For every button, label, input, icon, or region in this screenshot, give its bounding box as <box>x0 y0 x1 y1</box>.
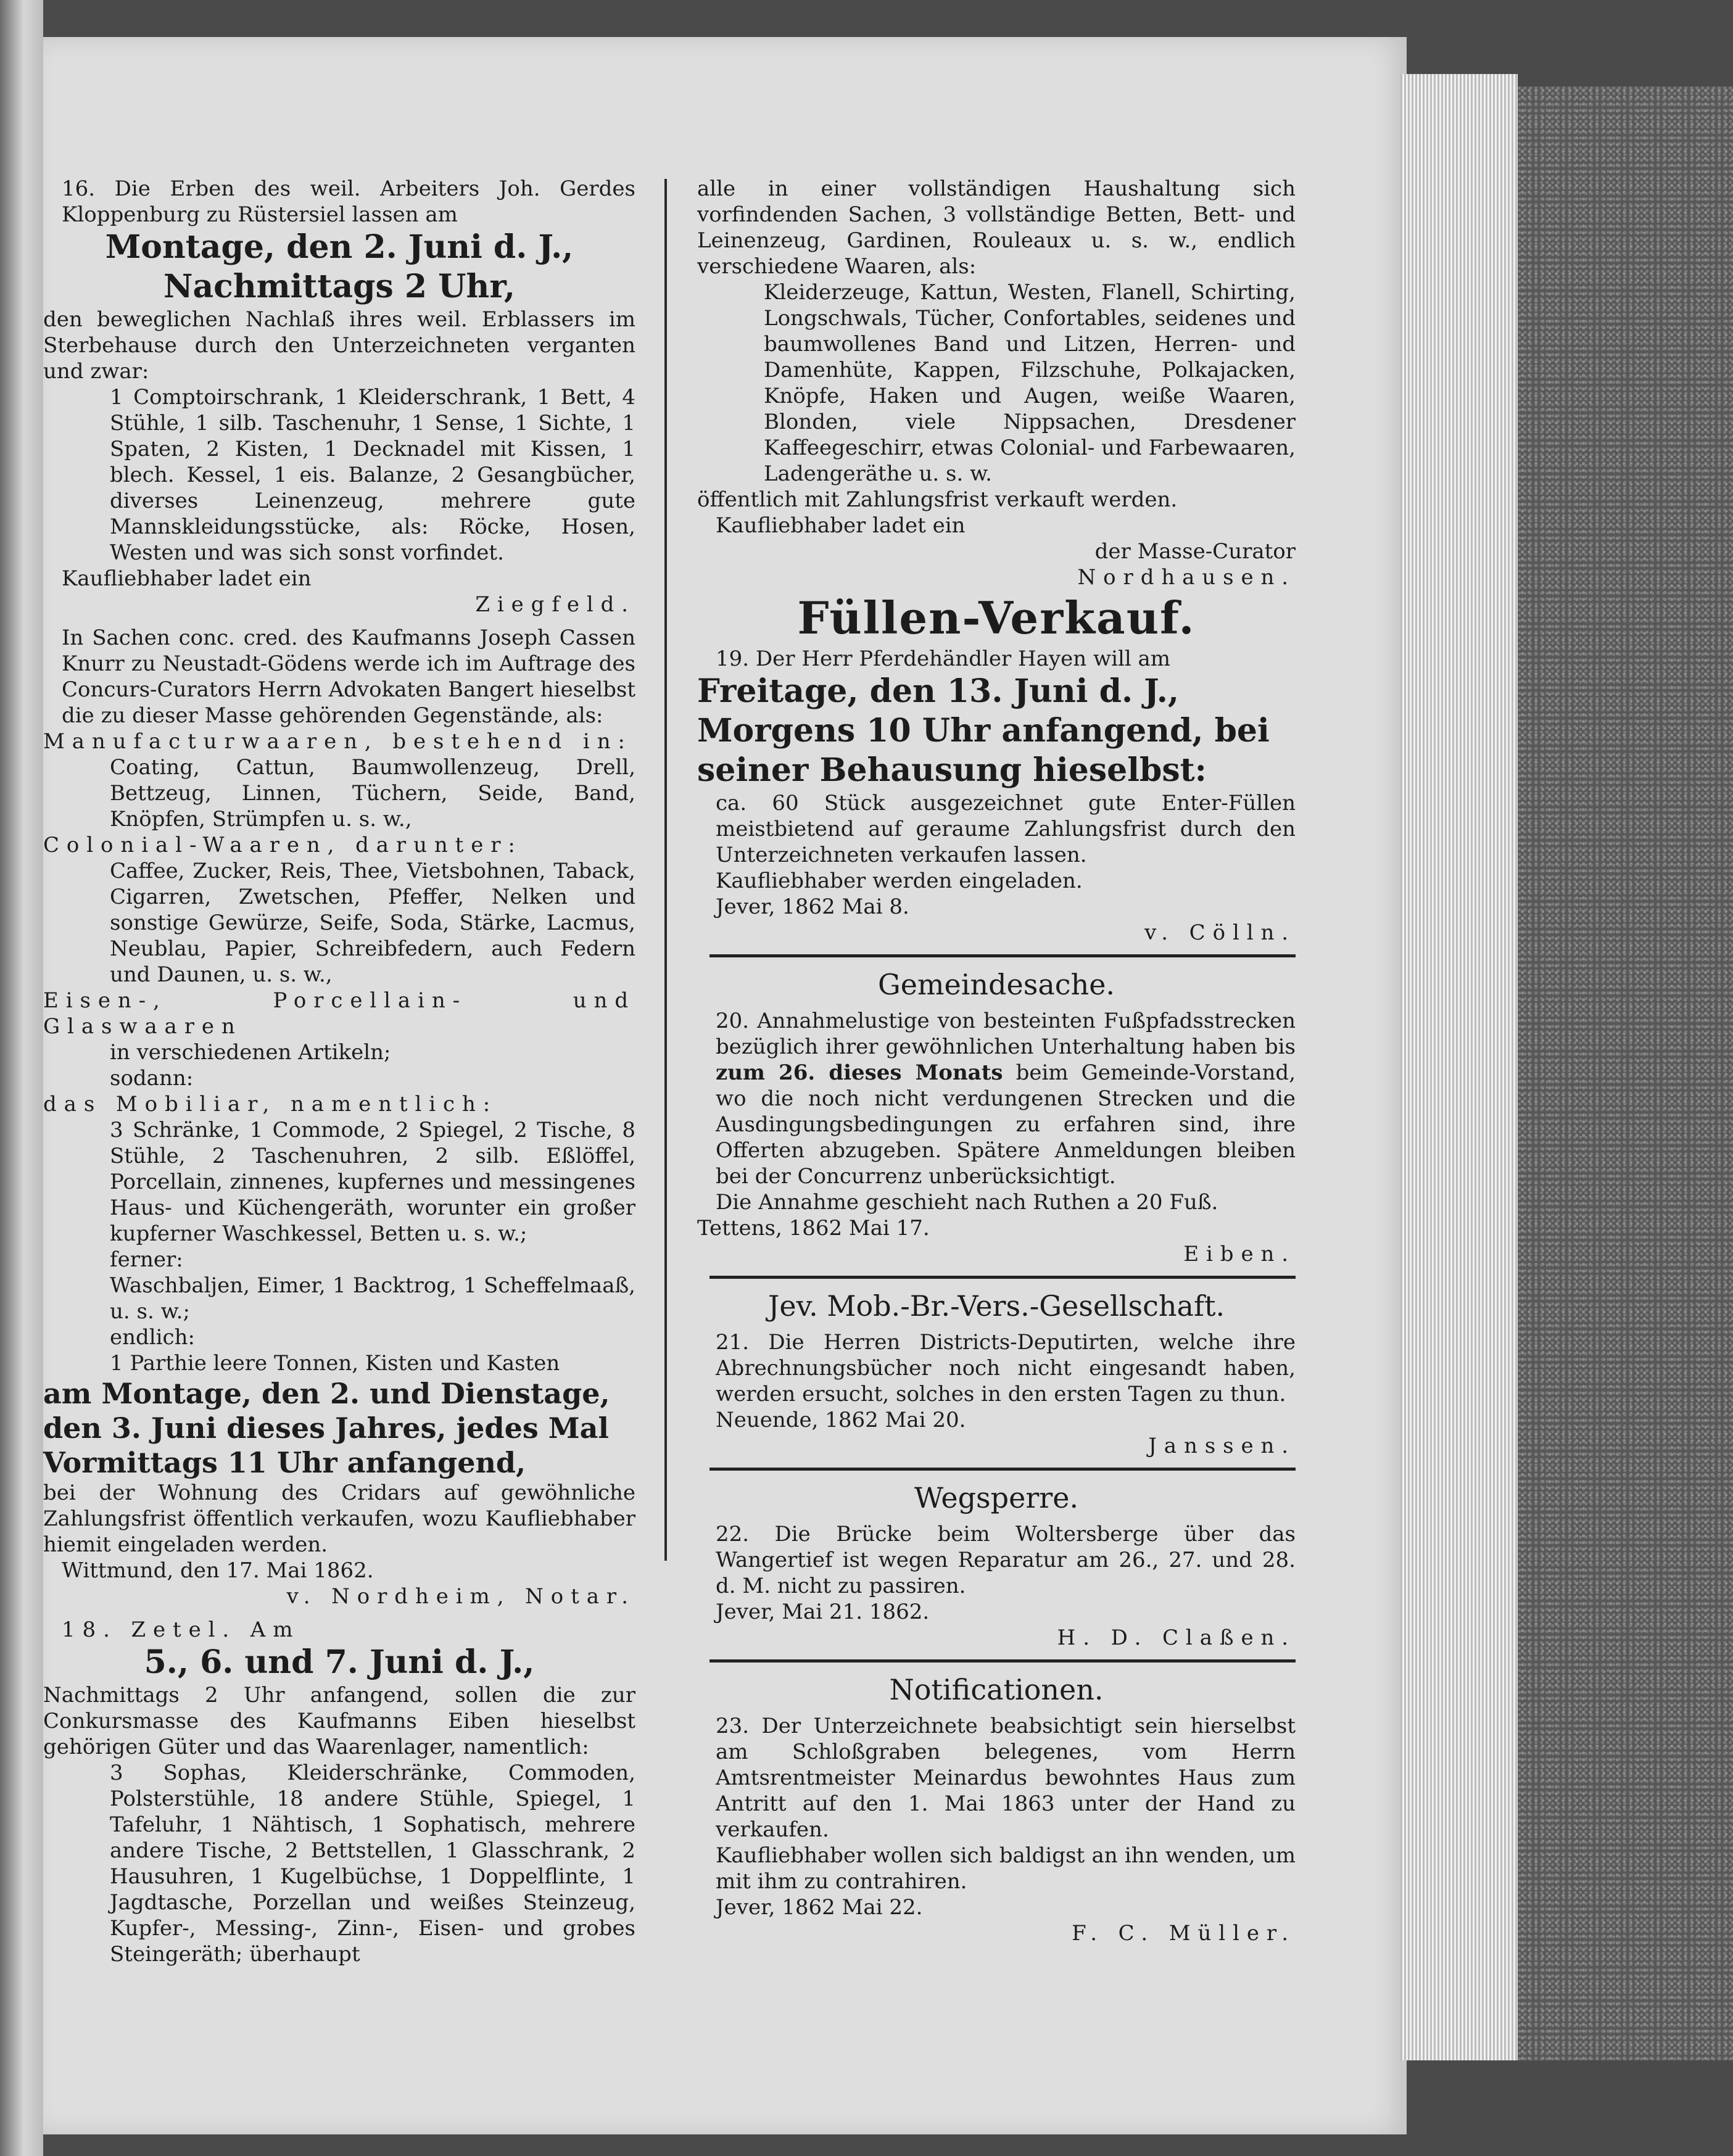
notice-18-date: 5., 6. und 7. Juni d. J., <box>144 1643 535 1681</box>
notice-16-date: Montage, den 2. Juni d. J., <box>105 228 574 266</box>
notice-20-signature: Eiben. <box>1183 1242 1296 1266</box>
notice-18-items: 3 Sophas, Kleiderschränke, Commoden, Polsterstühle, 18 andere Stühle, Spiegel, 1 Tafeluhr, 1 Nähtisch, 1 Sophatisch, mehrere andere Tische, 2 Bettstellen, 1 Glasschrank, 2 Hausuhren, 1 Kugelbüchse, 1 Doppelflinte, 1 Jagdtasche, Porzellan und weißes Steinzeug, Kupfer-, Messing-, Zinn-, Eisen- und grobes Steingeräth; überhaupt <box>110 1761 635 1967</box>
notice-23-signature: F. C. Müller. <box>1072 1921 1296 1946</box>
colonial-heading: Colonial-Waaren, darunter: <box>43 833 523 857</box>
notice-21-place: Neuende, 1862 Mai 20. <box>716 1408 966 1432</box>
heading-wegsperre: Wegsperre. <box>914 1481 1079 1514</box>
book-cover <box>1518 86 1733 2060</box>
notice-22-place: Jever, Mai 21. 1862. <box>716 1600 930 1624</box>
facing-page-edge <box>0 0 43 2156</box>
notice-18-invite: Kaufliebhaber ladet ein <box>716 513 966 538</box>
notice-16-signature: Ziegfeld. <box>475 592 635 617</box>
notice-19-text: ca. 60 Stück ausgezeichnet gute Enter-Füllen meistbietend auf geraume Zahlungsfrist durch den Unterzeichneten verkaufen lassen. <box>716 791 1296 867</box>
notice-19-invite: Kaufliebhaber werden eingeladen. <box>716 869 1083 893</box>
notice-18-signature: Nordhausen. <box>1077 565 1296 590</box>
notice-18-cont-text: alle in einer vollständigen Haushaltung sich vorfindenden Sachen, 3 vollständige Betten, Bett- und Leinenzeug, Gardinen, Rouleaux u. s. w., endlich verschiedene Waaren, als: <box>697 176 1296 279</box>
notice-16-invite: Kaufliebhaber ladet ein <box>62 566 312 591</box>
notice-22 <box>697 1479 1296 1651</box>
notice-17 <box>43 625 635 1609</box>
eisen-heading: Eisen-, Porcellain- und Glaswaaren <box>43 988 635 1039</box>
notice-16-text: den beweglichen Nachlaß ihres weil. Erblassers im Sterbehause durch den Unterzeichneten verganten und zwar: <box>43 307 635 384</box>
manufactur-items: Coating, Cattun, Baumwollenzeug, Drell, Bettzeug, Linnen, Tüchern, Seide, Band, Knöpfen, Strümpfen u. s. w., <box>110 755 635 832</box>
notice-18-text: Nachmittags 2 Uhr anfangend, sollen die zur Conkursmasse des Kaufmanns Eiben hieselbst gehörigen Güter und das Waarenlager, namentlich: <box>43 1683 635 1759</box>
section-rule <box>709 954 1296 957</box>
sodann-label: sodann: <box>110 1066 194 1091</box>
notice-16-intro: 16. Die Erben des weil. Arbeiters Joh. Gerdes Kloppenburg zu Rüstersiel lassen am <box>62 176 635 227</box>
notice-19 <box>697 590 1296 946</box>
notice-21-text: 21. Die Herren Districts-Deputirten, welche ihre Abrechnungsbücher noch nicht eingesandt haben, werden ersucht, solches in den ersten Tagen zu thun. <box>716 1330 1296 1406</box>
notice-20-text <box>697 1008 1296 1189</box>
notice-16-time: Nachmittags 2 Uhr, <box>163 268 516 305</box>
notice-18-continued <box>697 176 1296 590</box>
notice-18 <box>43 1617 635 1967</box>
notice-17-signature: v. Nordheim, Notar. <box>286 1584 635 1609</box>
notice-18-cont-text2: öffentlich mit Zahlungsfrist verkauft werden. <box>697 487 1178 512</box>
notice-17-date: am Montage, den 2. und Dienstage, den 3. Juni dieses Jahres, jedes Mal Vormittags 11 Uhr anfangend, <box>43 1377 610 1479</box>
manufactur-heading: Manufacturwaaren, bestehend in: <box>43 729 632 754</box>
notice-23-text2: Kaufliebhaber wollen sich baldigst an ihn wenden, um mit ihm zu contrahiren. <box>716 1843 1296 1894</box>
ferner-items: Waschbaljen, Eimer, 1 Backtrog, 1 Scheffelmaaß, u. s. w.; <box>110 1273 635 1324</box>
heading-gemeindesache: Gemeindesache. <box>877 968 1115 1001</box>
right-column <box>697 176 1296 2020</box>
notice-16 <box>43 176 635 617</box>
notice-19-date: Freitage, den 13. Juni d. J., <box>697 672 1179 710</box>
ferner-label: ferner: <box>110 1247 183 1272</box>
mobiliar-items: 3 Schränke, 1 Commode, 2 Spiegel, 2 Tische, 8 Stühle, 2 Taschenuhren, 2 silb. Eßlöffel, Porcellain, zinnenes, kupfernes und messingenes Haus- und Küchengeräth, worunter ein großer kupferner Waschkessel, Betten u. s. w.; <box>110 1118 635 1246</box>
endlich-items: 1 Parthie leere Tonnen, Kisten und Kasten <box>110 1351 560 1376</box>
notice-22-text: 22. Die Brücke beim Woltersberge über das Wangertief ist wegen Reparatur am 26., 27. und 28. d. M. nicht zu passiren. <box>716 1522 1296 1598</box>
notice-22-signature: H. D. Claßen. <box>1057 1625 1296 1650</box>
notice-20-place: Tettens, 1862 Mai 17. <box>697 1216 930 1241</box>
notice-19-signature: v. Cölln. <box>1144 920 1296 945</box>
heading-notificationen: Notificationen. <box>889 1673 1104 1706</box>
left-column <box>43 176 635 2026</box>
notice-17-intro: In Sachen conc. cred. des Kaufmanns Joseph Cassen Knurr zu Neustadt-Gödens werde ich im Auftrage des Concurs-Curators Herrn Advokaten Bangert hieselbst die zu dieser Masse gehörenden Gegenstände, als: <box>62 626 635 728</box>
colonial-items: Caffee, Zucker, Reis, Thee, Vietsbohnen, Taback, Cigarren, Zwetschen, Pfeffer, Nelken und sonstige Gewürze, Seife, Soda, Stärke, Lacmus, Neublau, Papier, Schreibfedern, auch Federn und Daunen, u. s. w., <box>110 859 635 987</box>
notice-19-time: Morgens 10 Uhr anfangend, bei seiner Behausung hieselbst: <box>697 712 1270 789</box>
notice-23 <box>697 1671 1296 1946</box>
section-rule <box>709 1276 1296 1279</box>
notice-23-place: Jever, 1862 Mai 22. <box>716 1895 923 1920</box>
column-divider <box>664 179 667 1561</box>
notice-23-text: 23. Der Unterzeichnete beabsichtigt sein hierselbst am Schloßgraben belegenes, vom Herrn Amtsrentmeister Meinardus bewohntes Haus zum Antritt auf den 1. Mai 1863 unter der Hand zu verkaufen. <box>716 1714 1296 1842</box>
notice-18-cont-items: Kleiderzeuge, Kattun, Westen, Flanell, Schirting, Longschwals, Tücher, Confortables, seidenes und baumwollenes Band und Litzen, Herren- und Damenhüte, Kappen, Filzschuhe, Polkajacken, Knöpfe, Haken und Augen, weiße Waaren, Blonden, viele Nippsachen, Dresdener Kaffeegeschirr, etwas Colonial- und Farbewaaren, Ladengeräthe u. s. w. <box>764 280 1296 486</box>
notice-17-place: Wittmund, den 17. Mai 1862. <box>62 1558 374 1583</box>
page-block-edges <box>1400 74 1518 2060</box>
heading-gesellschaft: Jev. Mob.-Br.-Vers.-Gesellschaft. <box>767 1289 1225 1323</box>
notice-19-intro: 19. Der Herr Pferdehändler Hayen will am <box>716 646 1171 671</box>
eisen-items: in verschiedenen Artikeln; <box>110 1040 391 1065</box>
notice-20 <box>697 966 1296 1267</box>
heading-fuellen-verkauf: Füllen-Verkauf. <box>797 592 1196 644</box>
section-rule <box>709 1468 1296 1471</box>
notice-17-text: bei der Wohnung des Cridars auf gewöhnliche Zahlungsfrist öffentlich verkaufen, wozu Kaufliebhaber hiemit eingeladen werden. <box>43 1481 635 1557</box>
endlich-label: endlich: <box>110 1325 195 1350</box>
notice-18-intro: 18. Zetel. Am <box>62 1617 300 1642</box>
notice-21-signature: Janssen. <box>1148 1434 1296 1458</box>
notice-21 <box>697 1287 1296 1459</box>
mobiliar-heading: das Mobiliar, namentlich: <box>43 1092 498 1117</box>
notice-20-text-a: 20. Annahmelustige von besteinten Fußpfadsstrecken bezüglich ihrer gewöhnlichen Unterhaltung haben bis <box>716 1009 1296 1059</box>
notice-20-deadline: zum 26. dieses Monats <box>716 1060 1003 1085</box>
section-rule <box>709 1659 1296 1662</box>
notice-20-text2: Die Annahme geschieht nach Ruthen a 20 Fuß. <box>716 1190 1218 1215</box>
notice-16-items: 1 Comptoirschrank, 1 Kleiderschrank, 1 Bett, 4 Stühle, 1 silb. Taschenuhr, 1 Sense, 1 Sichte, 1 Spaten, 2 Kisten, 1 Decknadel mit Kissen, 1 blech. Kessel, 1 eis. Balanze, 2 Gesangbücher, diverses Leinenzeug, mehrere gute Mannskleidungsstücke, als: Röcke, Hosen, Westen und was sich sonst vorfindet. <box>110 385 635 565</box>
notice-20-text-b: beim Gemeinde-Vorstand, wo die noch nicht verdungenen Strecken und die Ausdingungsbedingungen zu erfahren sind, ihre Offerten abzugeben. Spätere Anmeldungen bleiben bei der Concurrenz unberücksichtigt. <box>716 1060 1296 1189</box>
notice-18-signature-role: der Masse-Curator <box>1094 539 1296 564</box>
notice-19-place: Jever, 1862 Mai 8. <box>716 894 909 919</box>
